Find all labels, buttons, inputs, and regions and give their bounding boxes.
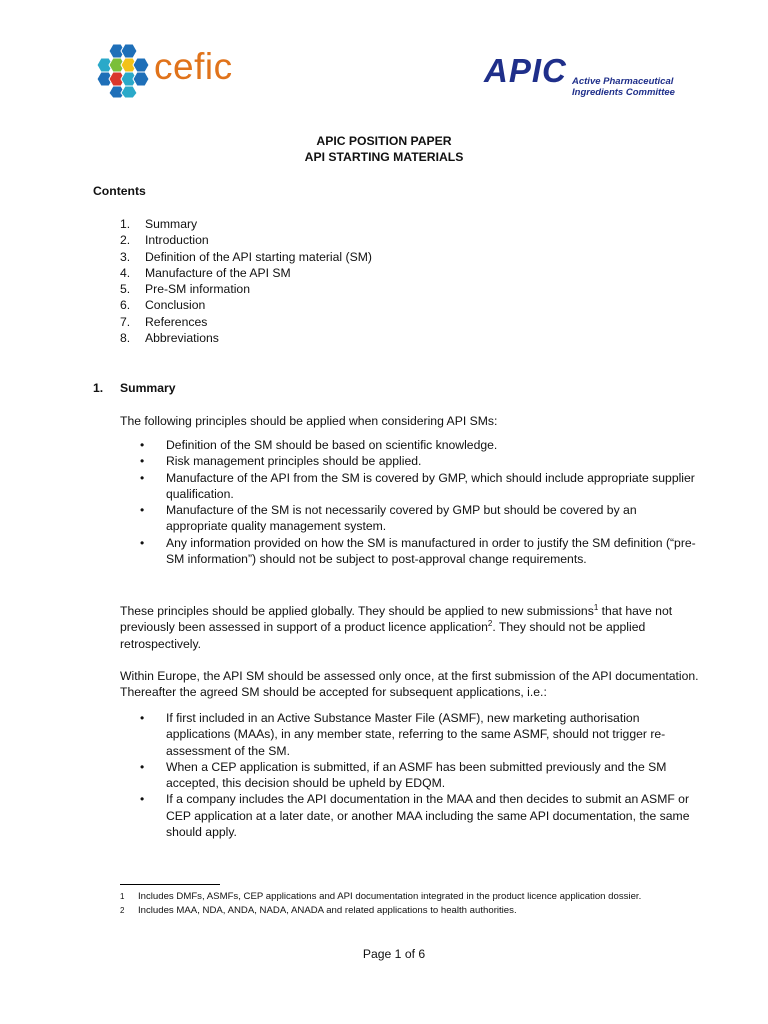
list-item: • Risk management principles should be applied. <box>140 454 422 469</box>
contents-heading: Contents <box>93 184 146 198</box>
contents-item[interactable]: 3. Definition of the API starting material (SM) <box>120 249 372 264</box>
bullet-icon: • <box>140 792 145 807</box>
globally-paragraph: These principles should be applied globally. They should be applied to new submissions$^1$ that have not previously been assessed in support of a product licence application$^2$. They should not be applied retrospectively. <box>120 602 673 651</box>
contents-item[interactable]: 8. Abbreviations <box>120 331 219 346</box>
list-item: • Definition of the SM should be based on scientific knowledge. <box>140 438 498 452</box>
footnotes <box>120 890 720 918</box>
title-line-2: API STARTING MATERIALS <box>304 150 464 164</box>
contents-item[interactable]: 4. Manufacture of the API SM <box>120 265 291 280</box>
footnote: 1 Includes DMFs, ASMFs, CEP applications and API documentation integrated in the product licence application dossier. <box>120 891 642 902</box>
contents-item[interactable]: 5. Pre-SM information <box>120 282 250 297</box>
list-item: • Manufacture of the SM is not necessarily covered by GMP but should be covered by an appropriate quality management system. <box>140 503 637 534</box>
footnote-separator <box>120 884 220 885</box>
list-item: • When a CEP application is submitted, if an ASMF has been submitted previously and the SM accepted, this decision should be upheld by EDQM. <box>140 759 667 791</box>
europe-list <box>140 710 700 840</box>
bullet-icon: • <box>140 711 145 725</box>
section-heading <box>93 381 176 395</box>
bullet-icon: • <box>140 535 145 550</box>
contents-item[interactable]: 6. Conclusion <box>120 298 206 313</box>
bullet-icon: • <box>140 503 145 518</box>
bullet-icon: • <box>140 438 145 452</box>
cefic-wordmark: cefic <box>154 46 233 87</box>
bullet-icon: • <box>140 470 145 485</box>
contents-item[interactable]: 1. Summary <box>120 217 198 231</box>
cefic-logo <box>92 42 252 98</box>
section-title: Summary <box>120 381 176 395</box>
contents-item[interactable]: 7. References <box>120 314 208 329</box>
principles-list <box>140 437 696 567</box>
intro-paragraph: The following principles should be applied when considering API SMs: <box>120 414 498 428</box>
list-item: • If a company includes the API documentation in the MAA and then decides to submit an ASMF or CEP application at a later date, or another MAA including the same API documentation, the same should apply. <box>140 792 690 840</box>
europe-paragraph: Within Europe, the API SM should be assessed only once, at the first submission of the API documentation. Thereafter the agreed SM should be accepted for subsequent applications, i.e.: <box>120 669 699 700</box>
list-item: • Manufacture of the API from the SM is covered by GMP, which should include appropriate supplier qualification. <box>140 470 695 501</box>
list-item: • If first included in an Active Substance Master File (ASMF), new marketing authorisation applications (MAAs), in any member state, referring to the same ASMF, should not trigger re-assessment of the SM. <box>140 711 666 758</box>
cefic-hexagon-icon <box>92 42 154 98</box>
footnote-ref[interactable]: 1 <box>593 602 599 612</box>
footnote-ref[interactable]: 2 <box>487 619 493 629</box>
page-number: Page 1 of 6 <box>362 947 426 961</box>
apic-logo <box>484 52 684 102</box>
section-number: 1. <box>93 381 104 395</box>
apic-wordmark: APIC <box>484 52 567 89</box>
page-title <box>0 134 768 164</box>
bullet-icon: • <box>140 759 145 774</box>
bullet-icon: • <box>140 454 145 469</box>
apic-subtitle: Active Pharmaceutical Ingredients Committee <box>572 76 675 98</box>
list-item: • Any information provided on how the SM is manufactured in order to justify the SM definition (“pre-SM information”) should not be subject to post-approval change requirements. <box>140 535 696 567</box>
contents-item[interactable]: 2. Introduction <box>120 233 209 248</box>
title-line-1: APIC POSITION PAPER <box>316 134 452 148</box>
contents-list <box>120 217 372 347</box>
footnote: 2 Includes MAA, NDA, ANDA, NADA, ANADA and related applications to health authorities. <box>120 905 517 916</box>
